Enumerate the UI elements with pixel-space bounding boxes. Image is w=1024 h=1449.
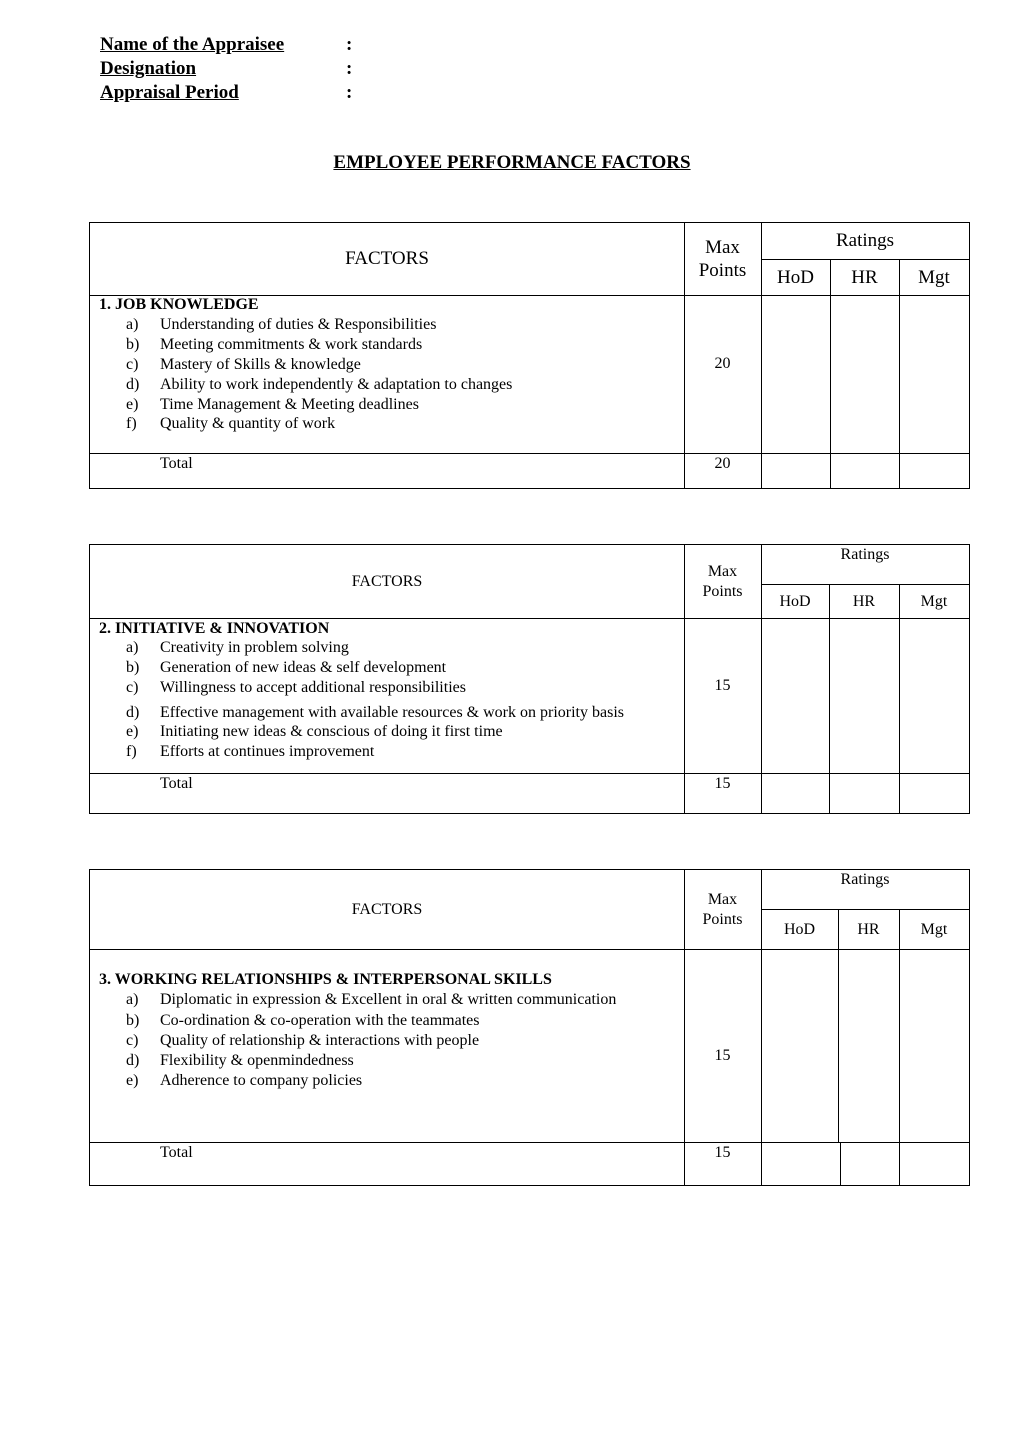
total-value: 15 xyxy=(714,775,731,792)
hr-header: HR xyxy=(851,266,878,288)
ratings-header: Ratings xyxy=(840,871,890,888)
factors-header: FACTORS xyxy=(345,248,429,269)
row-divider xyxy=(90,1142,969,1143)
total-value: 15 xyxy=(714,1144,731,1161)
factor-table-initiative: FACTORS Max Points Ratings HoD HR Mgt 2. INITIATIVE & INNOVATION a) Creativity in problem solving b) Generation of new ideas & self development c) Willingness to accept additional responsibilities d) Effective management with available resources & work on priority basis e) Initiating new ideas & conscious of doing it first time f) Efforts at continues improvement 15 Total 15 xyxy=(89,544,970,814)
row-divider xyxy=(90,773,969,774)
max-points-header xyxy=(684,870,761,949)
col-divider xyxy=(829,585,830,813)
max-points-label: Max xyxy=(705,237,740,258)
hr-header: HR xyxy=(857,920,880,938)
factors-header: FACTORS xyxy=(351,900,423,918)
row-divider xyxy=(90,453,969,454)
designation-colon: : xyxy=(346,58,353,79)
designation-label: Designation xyxy=(100,58,197,79)
max-points-header xyxy=(684,545,761,618)
factor-table-working-relationships: FACTORS Max Points Ratings HoD HR Mgt 3. WORKING RELATIONSHIPS & INTERPERSONAL SKILLS a) Diplomatic in expression & Excellent in oral & written communication b) Co-ordination & co-operation with the teammates c) Quality of relationship & interactions with people d) Flexibility & openmindedness e) Adherence to company policies 15 Total 15 xyxy=(89,869,970,1186)
hr-header: HR xyxy=(852,592,876,610)
appraisee-name-colon: : xyxy=(346,34,353,55)
section-title: 1. JOB KNOWLEDGE xyxy=(99,296,259,313)
row-divider xyxy=(90,618,969,619)
factor-table-job-knowledge: FACTORS Max Points Ratings HoD HR Mgt 1. JOB KNOWLEDGE a) Understanding of duties & Responsibilities b) Meeting commitments & work standards c) Mastery of Skills & knowledge d) Ability to work independently & adaptation to changes e) Time Management & Meeting deadlines f) Quality & quantity of work 20 Total 20 xyxy=(89,222,970,489)
mgt-header: Mgt xyxy=(918,266,950,288)
max-points-value: 15 xyxy=(714,677,731,694)
points-label: Points xyxy=(698,260,747,281)
max-points-header xyxy=(684,223,761,295)
col-divider xyxy=(840,1143,841,1185)
section-title: 2. INITIATIVE & INNOVATION xyxy=(99,620,330,637)
total-label: Total xyxy=(160,455,193,472)
hod-header: HoD xyxy=(777,266,814,288)
hod-header: HoD xyxy=(779,592,811,610)
max-points-value: 15 xyxy=(714,1047,731,1064)
page-title: EMPLOYEE PERFORMANCE FACTORS xyxy=(333,152,691,173)
appraisee-name-label: Name of the Appraisee xyxy=(100,34,285,55)
ratings-header: Ratings xyxy=(840,546,890,563)
points-label: Points xyxy=(702,582,743,600)
ratings-header: Ratings xyxy=(835,230,895,251)
max-points-label: Max xyxy=(707,562,738,580)
section-title: 3. WORKING RELATIONSHIPS & INTERPERSONAL SKILLS xyxy=(99,971,552,988)
hod-header: HoD xyxy=(783,920,816,938)
appraisal-period-colon: : xyxy=(346,82,353,103)
mgt-header: Mgt xyxy=(920,920,948,938)
col-divider xyxy=(899,910,900,1185)
total-label: Total xyxy=(160,775,193,792)
max-points-value: 20 xyxy=(714,355,731,372)
points-label: Points xyxy=(702,910,743,928)
row-divider xyxy=(90,949,969,950)
col-divider xyxy=(899,585,900,813)
max-points-label: Max xyxy=(707,890,738,908)
appraisal-period-label: Appraisal Period xyxy=(100,82,239,103)
total-label: Total xyxy=(160,1144,193,1161)
mgt-header: Mgt xyxy=(920,592,948,610)
factors-header: FACTORS xyxy=(351,572,423,590)
total-value: 20 xyxy=(714,455,731,472)
